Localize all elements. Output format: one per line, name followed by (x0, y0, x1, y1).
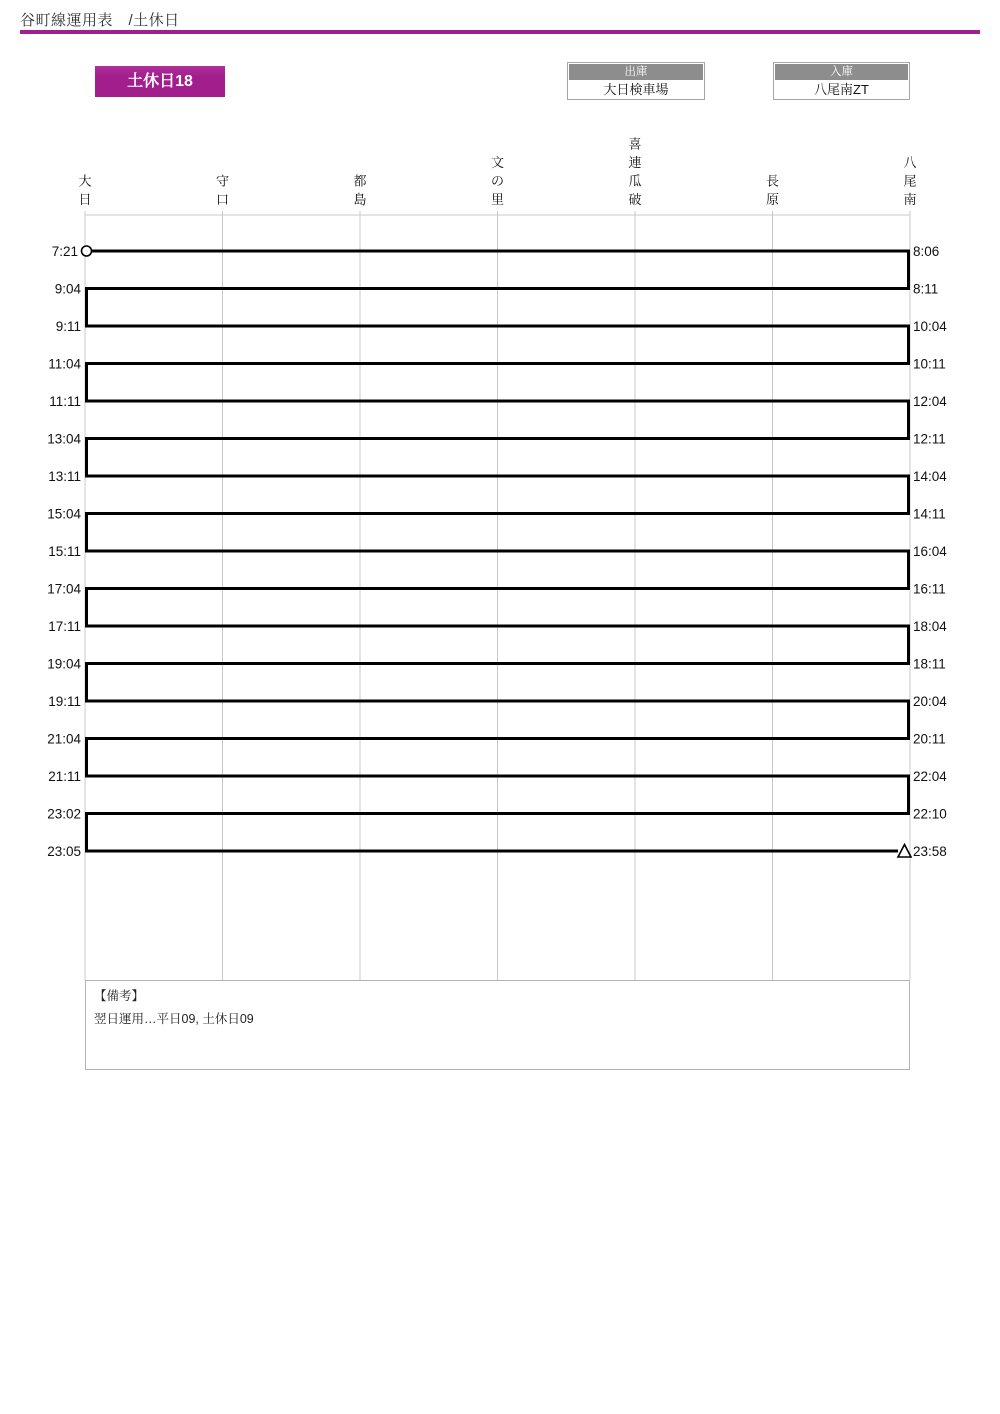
station-label: 原 (765, 192, 780, 207)
trip-arr-time: 17:04 (47, 581, 81, 597)
trip-arr-time: 15:04 (47, 506, 81, 522)
trip-dep-time: 8:11 (913, 281, 939, 297)
trip-dep-time: 12:11 (913, 431, 946, 447)
trip-arr-time: 10:04 (913, 319, 947, 334)
trip-arr-time: 23:02 (47, 806, 81, 822)
trip-arr-time: 20:04 (913, 694, 947, 709)
start-circle-icon (82, 246, 92, 256)
trip-dep-time: 16:11 (913, 581, 946, 597)
station-label: 文 (490, 155, 505, 170)
depot-out-value: 大日検車場 (603, 82, 669, 97)
trip-dep-time: 19:11 (48, 694, 81, 709)
trip-arr-time: 22:04 (913, 769, 947, 784)
station-label: 都 (353, 173, 367, 189)
trip-dep-time: 23:05 (47, 844, 81, 859)
station-label: 瓜 (628, 173, 642, 189)
station-label: 島 (353, 192, 367, 207)
depot-out-header: 出庫 (569, 64, 703, 80)
station-label: 連 (628, 155, 642, 170)
trip-arr-time: 21:04 (47, 731, 81, 747)
trip-arr-time: 19:04 (47, 656, 81, 672)
trip-dep-time: 17:11 (48, 619, 81, 634)
trip-arr-time: 9:04 (54, 281, 81, 297)
trip-dep-time: 10:11 (913, 356, 946, 372)
trip-dep-time: 18:11 (913, 656, 946, 672)
trip-dep-time: 20:11 (913, 731, 946, 747)
trip-arr-time: 14:04 (913, 469, 947, 484)
duty-badge: 土休日18 (95, 66, 225, 97)
station-label: 長 (765, 173, 780, 189)
station-label: 南 (903, 192, 917, 207)
trip-arr-time: 18:04 (913, 619, 947, 634)
trip-dep-time: 14:11 (913, 506, 946, 522)
trip-arr-time: 11:04 (48, 356, 81, 372)
page-title: 谷町線運用表 /土休日 (20, 12, 180, 29)
trip-arr-time: 13:04 (47, 431, 81, 447)
station-label: 尾 (903, 173, 917, 189)
trip-arr-time: 23:58 (913, 844, 947, 859)
station-label: 大 (78, 173, 92, 189)
station-label: 喜 (628, 136, 642, 152)
trip-arr-time: 16:04 (913, 544, 947, 559)
trip-dep-time: 11:11 (49, 394, 81, 409)
trip-dep-time: 15:11 (48, 544, 81, 559)
station-label: 破 (628, 192, 642, 207)
station-label: 日 (78, 192, 92, 207)
station-label: 守 (215, 173, 230, 189)
trip-dep-time: 7:21 (51, 244, 78, 259)
station-label: 口 (215, 192, 230, 207)
notes-header: 【備考】 (94, 989, 145, 1003)
trip-dep-time: 21:11 (48, 769, 81, 784)
station-label: 里 (490, 192, 505, 207)
trip-dep-time: 22:10 (913, 806, 947, 822)
depot-in-value: 八尾南ZT (814, 82, 869, 97)
trip-dep-time: 9:11 (55, 319, 81, 334)
trip-dep-time: 13:11 (48, 469, 81, 484)
depot-in-header: 入庫 (775, 64, 908, 80)
trip-arr-time: 8:06 (913, 244, 940, 259)
station-label: 八 (903, 155, 917, 170)
notes-line: 翌日運用…平日09, 土休日09 (94, 1012, 254, 1026)
station-label: の (490, 173, 505, 189)
notes-box (85, 980, 910, 1070)
trip-arr-time: 12:04 (913, 394, 947, 409)
end-triangle-icon (898, 845, 911, 858)
